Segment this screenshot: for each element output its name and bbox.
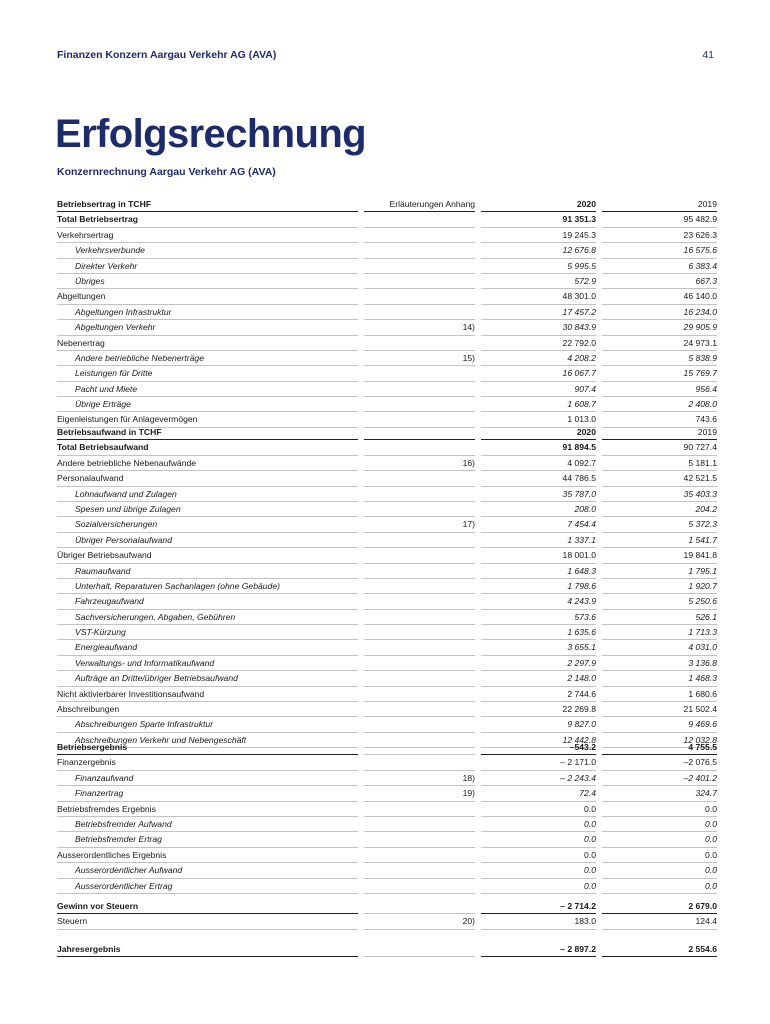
statement-table [57,899,717,930]
note-reference [364,755,475,770]
note-reference [364,686,475,701]
value-2019: 23 626.3 [602,227,717,242]
value-2019: 16 575.6 [602,243,717,258]
note-reference [364,425,475,440]
value-2019: 667.3 [602,273,717,288]
value-2020: 572.9 [481,273,596,288]
row-label: Andere betriebliche Nebenaufwände [57,455,358,470]
statement-table [57,942,717,957]
table-row [57,832,717,847]
value-2020: –543.2 [481,740,596,755]
row-label: Verkehrsverbunde [57,243,358,258]
note-reference [364,397,475,412]
table-row [57,801,717,816]
value-2020: 2020 [481,425,596,440]
value-2019: 16 234.0 [602,304,717,319]
value-2019: 15 769.7 [602,366,717,381]
value-2019: 19 841.8 [602,548,717,563]
note-reference [364,625,475,640]
row-label: Steuern [57,914,358,929]
value-2019: 5 372.3 [602,517,717,532]
note-reference [364,899,475,914]
note-reference: 14) [364,320,475,335]
row-label: Andere betriebliche Nebenerträge [57,350,358,365]
table-row [57,640,717,655]
table-row [57,258,717,273]
value-2020: 4 092.7 [481,455,596,470]
statement-table [57,425,717,748]
row-label: Abschreibungen Verkehr und Nebengeschäft [57,732,358,747]
note-reference [364,942,475,957]
value-2019: 5 250.6 [602,594,717,609]
row-label: Nicht aktivierbarer Investitionsaufwand [57,686,358,701]
table-row [57,335,717,350]
value-2019: 5 838.9 [602,350,717,365]
row-label: Leistungen für Dritte [57,366,358,381]
value-2020: 3 655.1 [481,640,596,655]
row-label: Abgeltungen [57,289,358,304]
note-reference [364,578,475,593]
table-row [57,671,717,686]
note-reference [364,335,475,350]
value-2020: 573.6 [481,609,596,624]
value-2020: 0.0 [481,878,596,893]
note-reference [364,878,475,893]
table-row [57,243,717,258]
row-label: Betriebsertrag in TCHF [57,197,358,212]
value-2019: 24 973.1 [602,335,717,350]
table-row [57,847,717,862]
value-2020: – 2 897.2 [481,942,596,957]
value-2020: 4 208.2 [481,350,596,365]
note-reference [364,212,475,227]
value-2019: 4 031.0 [602,640,717,655]
note-reference [364,243,475,258]
value-2019: 1 680.6 [602,686,717,701]
value-2020: 183.0 [481,914,596,929]
value-2020: 1 013.0 [481,412,596,427]
table-row [57,440,717,455]
note-reference [364,289,475,304]
value-2020: 12 442.8 [481,732,596,747]
value-2020: 2 297.9 [481,655,596,670]
table-row [57,381,717,396]
row-label: Energieaufwand [57,640,358,655]
value-2019: 0.0 [602,878,717,893]
note-reference [364,847,475,862]
value-2020: 2 744.6 [481,686,596,701]
row-label: Direkter Verkehr [57,258,358,273]
row-label: Jahresergebnis [57,942,358,957]
row-label: Betriebsfremdes Ergebnis [57,801,358,816]
table-row [57,227,717,242]
note-reference [364,381,475,396]
value-2020: 22 269.8 [481,702,596,717]
table-row [57,455,717,470]
value-2019: 1 795.1 [602,563,717,578]
value-2019: 956.4 [602,381,717,396]
value-2020: 0.0 [481,847,596,862]
note-reference [364,486,475,501]
value-2019: 0.0 [602,801,717,816]
value-2019: 0.0 [602,816,717,831]
row-label: Übriger Betriebsaufwand [57,548,358,563]
value-2019: 46 140.0 [602,289,717,304]
note-reference [364,640,475,655]
value-2020: 1 635.6 [481,625,596,640]
value-2019: 1 713.3 [602,625,717,640]
note-reference [364,863,475,878]
table-row [57,289,717,304]
value-2019: –2 076.5 [602,755,717,770]
note-reference [364,273,475,288]
value-2020: 18 001.0 [481,548,596,563]
value-2019: 29 905.9 [602,320,717,335]
table-header-row [57,740,717,755]
table-row [57,609,717,624]
table-row [57,786,717,801]
note-reference: Erläuterungen Anhang [364,197,475,212]
value-2020: 91 351.3 [481,212,596,227]
value-2019: 2 679.0 [602,899,717,914]
value-2020: 208.0 [481,501,596,516]
note-reference [364,258,475,273]
row-label: Betriebsfremder Aufwand [57,816,358,831]
value-2020: 1 648.3 [481,563,596,578]
table-row [57,878,717,893]
note-reference [364,655,475,670]
row-label: Personalaufwand [57,471,358,486]
value-2019: 5 181.1 [602,455,717,470]
value-2020: 0.0 [481,863,596,878]
row-label: Abgeltungen Infrastruktur [57,304,358,319]
note-reference: 20) [364,914,475,929]
value-2020: 0.0 [481,816,596,831]
table-row [57,320,717,335]
table-row [57,594,717,609]
value-2019: 324.7 [602,786,717,801]
table-row [57,755,717,770]
note-reference [364,740,475,755]
note-reference [364,471,475,486]
page-title: Erfolgsrechnung [55,112,367,156]
value-2020: 44 786.5 [481,471,596,486]
row-label: Fahrzeugaufwand [57,594,358,609]
value-2020: – 2 171.0 [481,755,596,770]
value-2019: 12 032.8 [602,732,717,747]
value-2020: 0.0 [481,832,596,847]
value-2019: 2019 [602,197,717,212]
row-label: VST-Kürzung [57,625,358,640]
table-row [57,655,717,670]
row-label: Übriges [57,273,358,288]
note-reference: 15) [364,350,475,365]
value-2019: 3 136.8 [602,655,717,670]
note-reference [364,594,475,609]
value-2020: 9 827.0 [481,717,596,732]
table-row [57,532,717,547]
value-2019: 95 482.9 [602,212,717,227]
table-row [57,563,717,578]
table-header-row [57,425,717,440]
value-2019: 526.1 [602,609,717,624]
row-label: Betriebsergebnis [57,740,358,755]
row-label: Übriger Personalaufwand [57,532,358,547]
note-reference [364,548,475,563]
note-reference [364,801,475,816]
value-2019: 743.6 [602,412,717,427]
table-row [57,273,717,288]
value-2019: –2 401.2 [602,770,717,785]
value-2019: 204.2 [602,501,717,516]
value-2020: 48 301.0 [481,289,596,304]
row-label: Finanzaufwand [57,770,358,785]
row-label: Pacht und Miete [57,381,358,396]
note-reference: 19) [364,786,475,801]
value-2019: 1 468.3 [602,671,717,686]
table-header-row [57,899,717,914]
row-label: Gewinn vor Steuern [57,899,358,914]
running-header: Finanzen Konzern Aargau Verkehr AG (AVA) [57,49,277,61]
row-label: Aufträge an Dritte/übriger Betriebsaufwand [57,671,358,686]
table-row [57,471,717,486]
note-reference [364,532,475,547]
page-number: 41 [702,49,714,61]
row-label: Übrige Erträge [57,397,358,412]
value-2020: 1 798.6 [481,578,596,593]
table-row [57,366,717,381]
row-label: Abschreibungen Sparte Infrastruktur [57,717,358,732]
table-row [57,304,717,319]
table-row [57,397,717,412]
value-2020: 16 067.7 [481,366,596,381]
value-2020: – 2 243.4 [481,770,596,785]
note-reference [364,563,475,578]
value-2020: 2020 [481,197,596,212]
value-2020: 907.4 [481,381,596,396]
value-2019: 9 469.6 [602,717,717,732]
value-2020: 7 454.4 [481,517,596,532]
value-2019: 2 408.0 [602,397,717,412]
table-row [57,717,717,732]
value-2020: 5 995.5 [481,258,596,273]
row-label: Verwaltungs- und Informatikaufwand [57,655,358,670]
value-2020: 1 337.1 [481,532,596,547]
value-2019: 35 403.3 [602,486,717,501]
value-2020: 1 608.7 [481,397,596,412]
value-2020: 4 243.9 [481,594,596,609]
value-2019: 4 755.5 [602,740,717,755]
value-2020: 72.4 [481,786,596,801]
table-row [57,517,717,532]
note-reference [364,609,475,624]
note-reference [364,832,475,847]
value-2019: 124.4 [602,914,717,929]
note-reference [364,304,475,319]
table-row [57,686,717,701]
value-2019: 6 383.4 [602,258,717,273]
table-header-row [57,942,717,957]
row-label: Sozialversicherungen [57,517,358,532]
row-label: Finanzertrag [57,786,358,801]
note-reference [364,227,475,242]
row-label: Eigenleistungen für Anlagevermögen [57,412,358,427]
value-2020: 22 792.0 [481,335,596,350]
table-row [57,914,717,929]
page-subtitle: Konzernrechnung Aargau Verkehr AG (AVA) [57,166,276,178]
table-row [57,863,717,878]
row-label: Total Betriebsaufwand [57,440,358,455]
table-row [57,770,717,785]
row-label: Betriebsaufwand in TCHF [57,425,358,440]
table-row [57,548,717,563]
table-row [57,350,717,365]
row-label: Verkehrsertrag [57,227,358,242]
row-label: Sachversicherungen, Abgaben, Gebühren [57,609,358,624]
value-2020: 91 894.5 [481,440,596,455]
statement-table [57,197,717,428]
row-label: Betriebsfremder Ertrag [57,832,358,847]
table-row [57,486,717,501]
table-row [57,625,717,640]
table-row [57,702,717,717]
note-reference [364,440,475,455]
row-label: Abgeltungen Verkehr [57,320,358,335]
value-2020: – 2 714.2 [481,899,596,914]
note-reference [364,816,475,831]
value-2019: 90 727.4 [602,440,717,455]
value-2020: 30 843.9 [481,320,596,335]
row-label: Nebenertrag [57,335,358,350]
table-header-row [57,197,717,212]
value-2019: 21 502.4 [602,702,717,717]
row-label: Finanzergebnis [57,755,358,770]
value-2019: 2 554.6 [602,942,717,957]
note-reference [364,717,475,732]
value-2019: 2019 [602,425,717,440]
table-row [57,578,717,593]
note-reference: 17) [364,517,475,532]
table-row [57,212,717,227]
row-label: Unterhalt, Reparaturen Sachanlagen (ohne Gebäude) [57,578,358,593]
row-label: Lohnaufwand und Zulagen [57,486,358,501]
note-reference [364,702,475,717]
row-label: Raumaufwand [57,563,358,578]
table-row [57,816,717,831]
row-label: Ausserordentliches Ergebnis [57,847,358,862]
value-2019: 1 920.7 [602,578,717,593]
note-reference: 18) [364,770,475,785]
value-2020: 2 148.0 [481,671,596,686]
row-label: Spesen und übrige Zulagen [57,501,358,516]
row-label: Total Betriebsertrag [57,212,358,227]
value-2020: 35 787.0 [481,486,596,501]
statement-table [57,740,717,894]
table-row [57,501,717,516]
value-2019: 42 521.5 [602,471,717,486]
value-2020: 17 457.2 [481,304,596,319]
note-reference [364,671,475,686]
value-2019: 0.0 [602,832,717,847]
note-reference [364,366,475,381]
note-reference: 16) [364,455,475,470]
value-2019: 1 541.7 [602,532,717,547]
row-label: Abschreibungen [57,702,358,717]
value-2019: 0.0 [602,863,717,878]
value-2020: 0.0 [481,801,596,816]
value-2020: 19 245.3 [481,227,596,242]
note-reference [364,501,475,516]
value-2019: 0.0 [602,847,717,862]
row-label: Ausserordentlicher Aufwand [57,863,358,878]
value-2020: 12 676.8 [481,243,596,258]
row-label: Ausserordentlicher Ertrag [57,878,358,893]
